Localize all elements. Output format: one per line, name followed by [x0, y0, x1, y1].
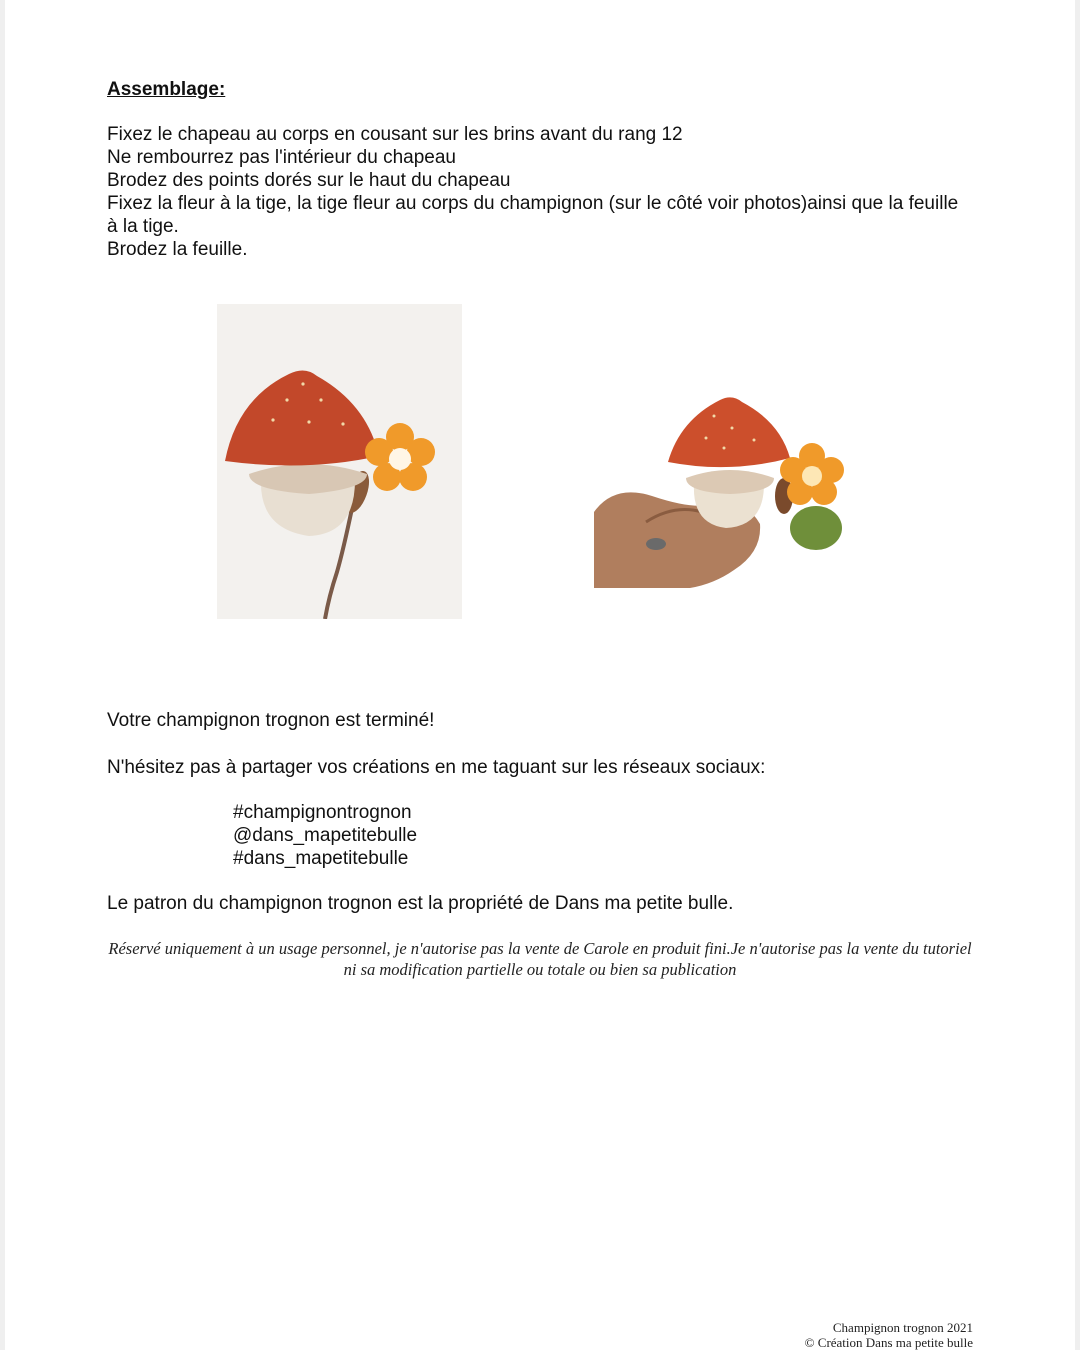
- hashtag: #dans_mapetitebulle: [233, 848, 409, 869]
- instruction-line: Fixez le chapeau au corps en cousant sur les brins avant du rang 12: [107, 124, 683, 145]
- instructions-block: [107, 123, 967, 261]
- instruction-line: Brodez des points dorés sur le haut du chapeau: [107, 170, 511, 191]
- instruction-line: Fixez la fleur à la tige, la tige fleur au corps du champignon (sur le côté voir photos)ainsi que la feuille à la tige.: [107, 193, 959, 237]
- share-invitation: N'hésitez pas à partager vos créations en me taguant sur les réseaux sociaux:: [107, 757, 766, 778]
- page-footer: [805, 1320, 973, 1350]
- hashtag: #champignontrognon: [233, 802, 412, 823]
- page-edge-right: [1075, 0, 1080, 1350]
- usage-disclaimer: Réservé uniquement à un usage personnel, je n'autorise pas la vente de Carole en produit fini.Je n'autorise pas la vente du tutoriel ni sa modification partielle ou totale ou bien sa publication: [108, 939, 972, 979]
- ownership-notice: Le patron du champignon trognon est la propriété de Dans ma petite bulle.: [107, 893, 734, 914]
- footer-title: Champignon trognon 2021: [832, 1320, 973, 1335]
- completion-message: Votre champignon trognon est terminé!: [107, 710, 435, 731]
- section-heading: Assemblage:: [107, 79, 226, 100]
- instruction-line: Ne rembourrez pas l'intérieur du chapeau: [107, 147, 456, 168]
- mushroom-photo-in-hand: [594, 392, 844, 588]
- social-tags: [233, 801, 417, 870]
- footer-copyright: © Création Dans ma petite bulle: [804, 1335, 973, 1350]
- mushroom-photo-flower-stem: [217, 304, 462, 619]
- instruction-line: Brodez la feuille.: [107, 239, 248, 260]
- social-handle: @dans_mapetitebulle: [233, 825, 418, 846]
- page-edge-left: [0, 0, 5, 1350]
